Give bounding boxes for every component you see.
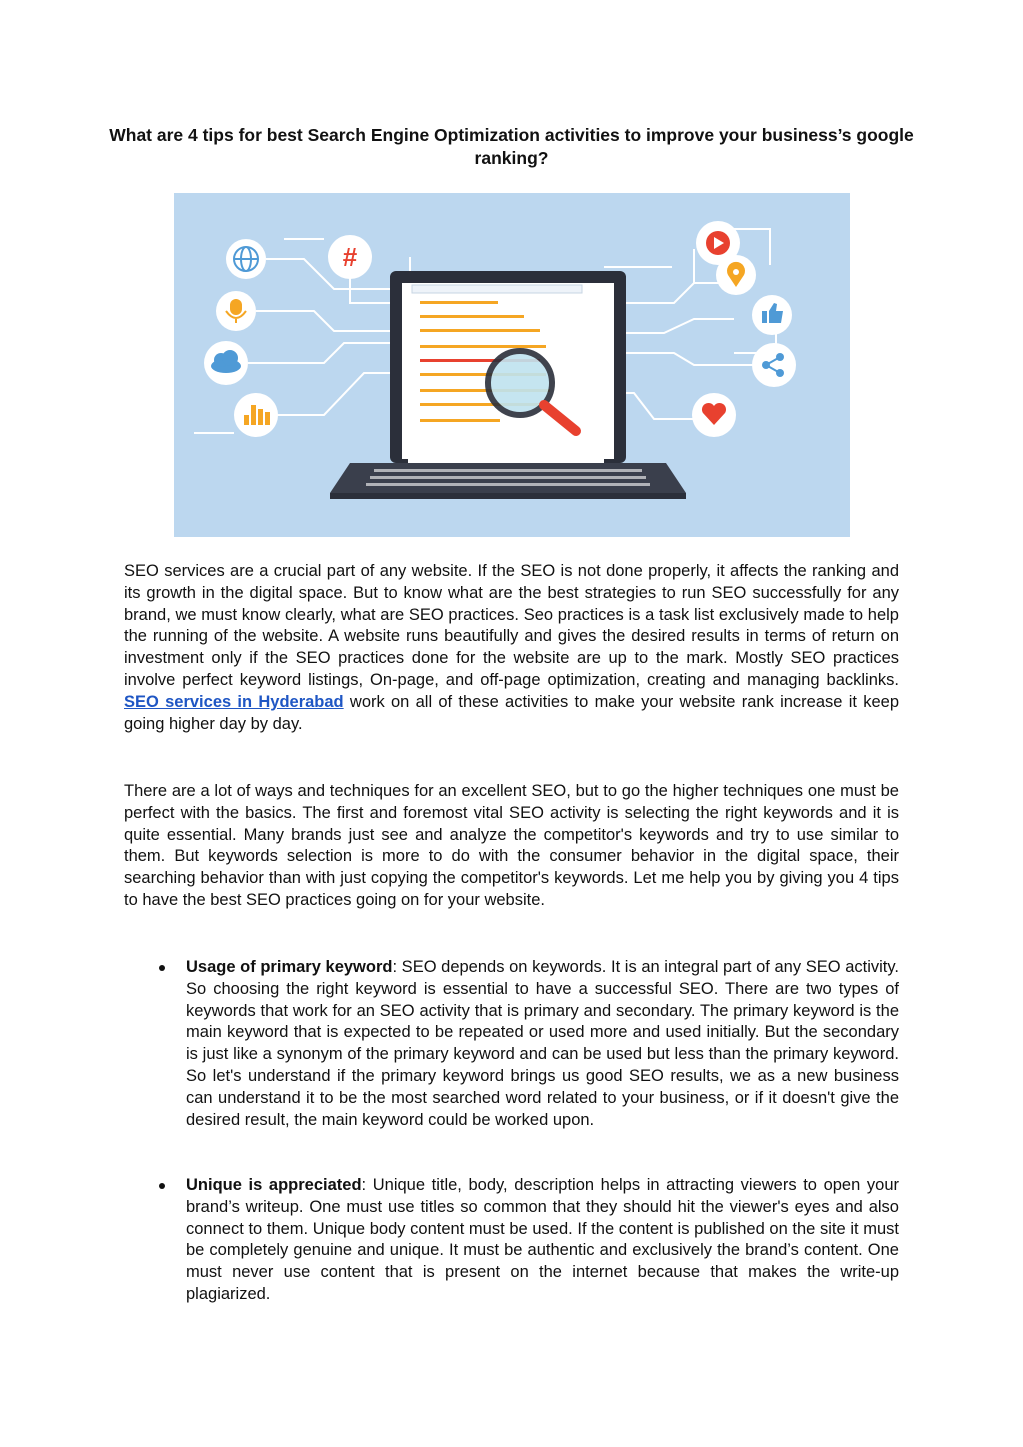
bullet-icon: [159, 1183, 165, 1189]
seo-illustration: [174, 193, 850, 537]
bullet-body: : SEO depends on keywords. It is an integral part of any SEO activity. So choosing the right keyword is essential to have a successful SEO. There are two types of keywords that work for an SEO activity that is primary and secondary. The primary keyword is the main keyword that is expected to be repeated or used more and used initially. But the secondary is just like a synonym of the primary keyword and can be used but less than the primary keyword. So let's understand if the primary keyword brings us good SEO results, we as a new business can understand it to be the most searched word related to your business, or if it doesn't give the desired result, the main keyword could be worked upon.: [186, 958, 899, 1129]
seo-services-link[interactable]: SEO services in Hyderabad: [124, 692, 344, 711]
bullet-icon: [159, 965, 165, 971]
intro-text: SEO services are a crucial part of any website. If the SEO is not done properly, it affects the ranking and its growth in the digital space. But to know what are the best strategies to run SEO successfully for any brand, we must know clearly, what are SEO practices. Seo practices is a task list exclusively made to help the running of the website. A website runs beautifully and gives the desired results in terms of return on investment only if the SEO practices done for the website are up to the mark. Mostly SEO practices involve perfect keyword listings, On-page, and off-page optimization, creating and managing backlinks.: [124, 562, 899, 689]
globe-icon: [226, 239, 266, 279]
cloud-icon: [204, 341, 248, 385]
intro-paragraph: [124, 561, 899, 735]
share-icon: [752, 343, 796, 387]
bullet-body: : Unique title, body, description helps in attracting viewers to open your brand’s writeup. One must use titles so common that they should hit the viewer's eyes and also connect to them. Unique body content must be used. If the content is published on the site it must be completely genuine and unique. It must be authentic and exclusively the brand’s content. One must never use content that is present on the internet because that makes the write-up plagiarized.: [186, 1176, 899, 1303]
thumbs-up-icon: [752, 295, 792, 335]
bullet-heading: Usage of primary keyword: [186, 958, 393, 976]
location-pin-icon: [716, 255, 756, 295]
document-title: What are 4 tips for best Search Engine Optimization activities to improve your business’s google ranking?: [109, 125, 914, 168]
svg-text:#: #: [342, 242, 358, 272]
intro-text-continued: work on all of these activities to make your website rank increase it keep going higher day by day.: [124, 692, 900, 733]
bullet-text: [186, 1175, 899, 1306]
bar-chart-icon: [234, 393, 278, 437]
bullet-text: [186, 957, 899, 1131]
hashtag-icon: [328, 235, 372, 279]
basics-paragraph: There are a lot of ways and techniques for an excellent SEO, but to go the higher techniques one must be perfect with the basics. The first and foremost vital SEO activity is selecting the right keywords and it is quite essential. Many brands just see and analyze the competitor's keywords and try to use similar to them. But keywords selection is more to do with the consumer behavior in the digital space, their searching behavior than with just copying the competitor's keywords. Let me help you by giving you 4 tips to have the best SEO practices going on for your website.: [124, 782, 899, 909]
heart-icon: [692, 393, 736, 437]
bullet-heading: Unique is appreciated: [186, 1176, 362, 1194]
microphone-icon: [216, 291, 256, 331]
